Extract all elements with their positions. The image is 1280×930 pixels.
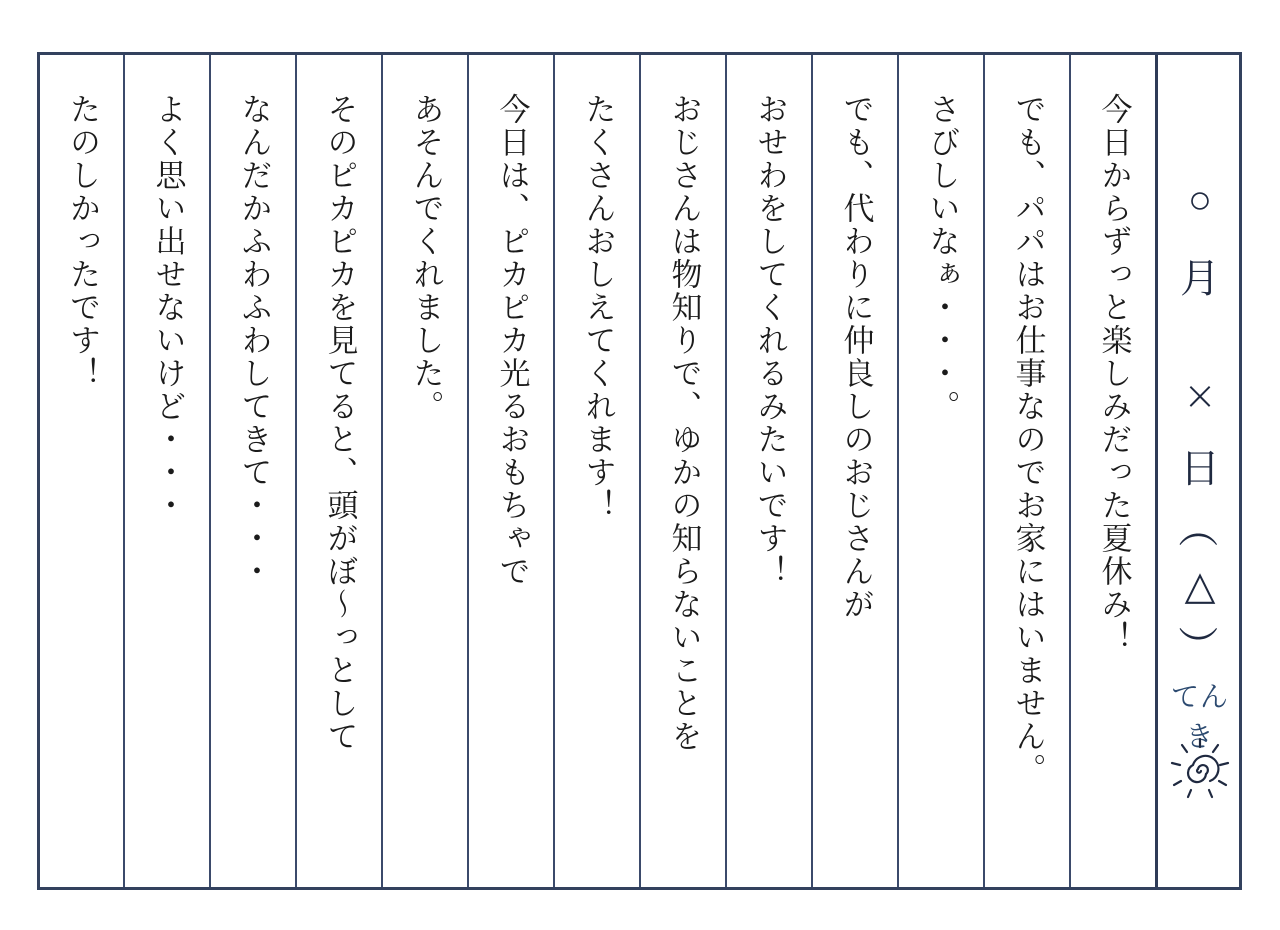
diary-line-text: なんだかふわふわしてきて・・・ [235, 93, 272, 588]
diary-line-text: たのしかったです！ [64, 93, 100, 390]
diary-line-text: そのピカピカを見てると、頭がぼ〜っとして [321, 93, 358, 753]
diary-line [985, 55, 1069, 887]
diary-sheet [37, 52, 1242, 890]
diary-line-text: でも、パパはお仕事なのでお家にはいません。 [1009, 93, 1046, 786]
diary-line-text: 今日からずっと楽しみだった夏休み！ [1095, 93, 1132, 654]
diary-line [641, 55, 725, 887]
close-paren [1158, 617, 1242, 674]
diary-line-text: おせわをしてくれるみたいです！ [751, 93, 788, 588]
diary-line-text: たくさんおしえてくれます！ [579, 93, 616, 522]
diary-line-text: さびしいなぁ・・・。 [923, 93, 960, 423]
diary-line-text: でも、代わりに仲良しのおじさんが [837, 93, 874, 621]
diary-line [469, 55, 553, 887]
diary-line-text: あそんでくれました。 [407, 93, 444, 423]
diary-line [899, 55, 983, 887]
diary-line [297, 55, 381, 887]
sun-icon [1158, 735, 1242, 807]
weather-label: てんき [1170, 680, 1229, 753]
month-label: 月 [1180, 256, 1220, 302]
diary-line-text: 今日は、ピカピカ光るおもちゃで [493, 93, 530, 588]
open-paren [1158, 499, 1242, 556]
diary-line-text: よく思い出せないけど・・・ [149, 93, 186, 522]
date-column [1158, 55, 1242, 887]
open-paren-glyph: （ [1173, 507, 1220, 548]
day-mark: × [1183, 373, 1217, 419]
day-label: 日 [1180, 446, 1220, 492]
weekday-mark: △ [1184, 563, 1216, 609]
diary-line [727, 55, 811, 887]
close-paren-glyph: ） [1173, 625, 1220, 666]
diary-line [383, 55, 467, 887]
diary-line [40, 55, 123, 887]
diary-line [1071, 55, 1155, 887]
month-mark: ○ [1187, 177, 1213, 223]
diary-line [125, 55, 209, 887]
diary-line [211, 55, 295, 887]
diary-line-text: おじさんは物知りで、ゆかの知らないことを [665, 93, 702, 753]
diary-line [813, 55, 897, 887]
diary-line [555, 55, 639, 887]
